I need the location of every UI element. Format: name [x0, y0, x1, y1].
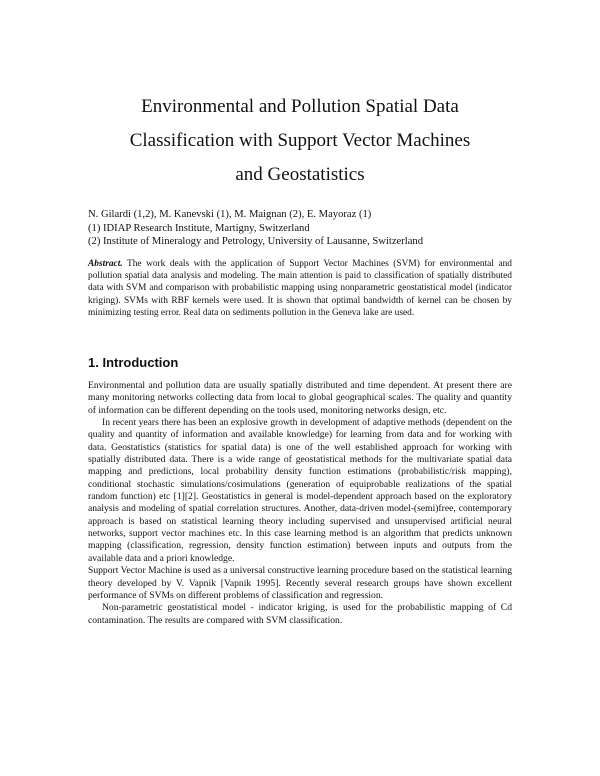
affiliation-2: (2) Institute of Mineralogy and Petrology, University of Lausanne, Switzerland: [88, 236, 423, 247]
author-names: N. Gilardi (1,2), M. Kanevski (1), M. Maignan (2), E. Mayoraz (1): [88, 209, 372, 220]
introduction-body: [88, 380, 512, 627]
abstract-text: The work deals with the application of Support Vector Machines (SVM) for environmental and pollution spatial data analysis and modeling. The main attention is paid to classification of spatially distributed data with SVM and comparison with probabilistic mapping using nonparametric geostatistical model (indicator kriging). SVMs with RBF kernels were used. It is shown that optimal bandwidth of kernel can be chosen by minimizing testing error. Real data on sediments pollution in the Geneva lake are used.: [88, 259, 512, 318]
paper-title: [60, 90, 540, 192]
abstract: [88, 258, 512, 319]
title-line-1: Environmental and Pollution Spatial Data: [141, 96, 459, 117]
abstract-label: Abstract.: [88, 259, 123, 269]
paragraph: In recent years there has been an explosive growth in development of adaptive methods (dependent on the quality and quantity of information and available knowledge) for learning from data and for working with data. Geostatistics (statistics for spatial data) is one of the well established approach for working with spatially distributed data. There is a wide range of geostatistical methods for the multivariate spatial data mapping and predictions, local probability density function estimations (probabilistic/risk mapping), conditional stochastic simulations/cosimulations (generation of equiprobable realizations of the spatial random function) etc [1][2]. Geostatistics in general is model-dependent approach based on the exploratory analysis and modeling of spatial correlation structures. Another, data-driven model-(semi)free, contemporary approach is based on statistical learning theory including supervised and unsupervised artificial neural networks, support vector machines etc. In this case learning method is an algorithm that predicts unknown mapping (classification, regression, density function estimation) between inputs and outputs from the available data and a priori knowledge.: [88, 417, 512, 564]
author-block: [88, 208, 528, 249]
paragraph: Non-parametric geostatistical model - indicator kriging, is used for the probabilistic mapping of Cd contamination. The results are compared with SVM classification.: [88, 602, 512, 626]
affiliation-1: (1) IDIAP Research Institute, Martigny, Switzerland: [88, 222, 310, 234]
paragraph: Support Vector Machine is used as a universal constructive learning procedure based on the statistical learning theory developed by V. Vapnik [Vapnik 1995]. Recently several research groups have shown excellent performance of SVMs on different problems of classification and regression.: [88, 565, 512, 601]
paragraph: Environmental and pollution data are usually spatially distributed and time dependent. At present there are many monitoring networks collecting data from local to global geographical scales. The quality and quantity of information can be different depending on the tools used, monitoring networks design, etc.: [88, 380, 512, 416]
section-heading-introduction: 1. Introduction: [88, 355, 179, 370]
title-line-2: Classification with Support Vector Machines: [129, 130, 471, 151]
title-line-3: and Geostatistics: [235, 164, 365, 185]
